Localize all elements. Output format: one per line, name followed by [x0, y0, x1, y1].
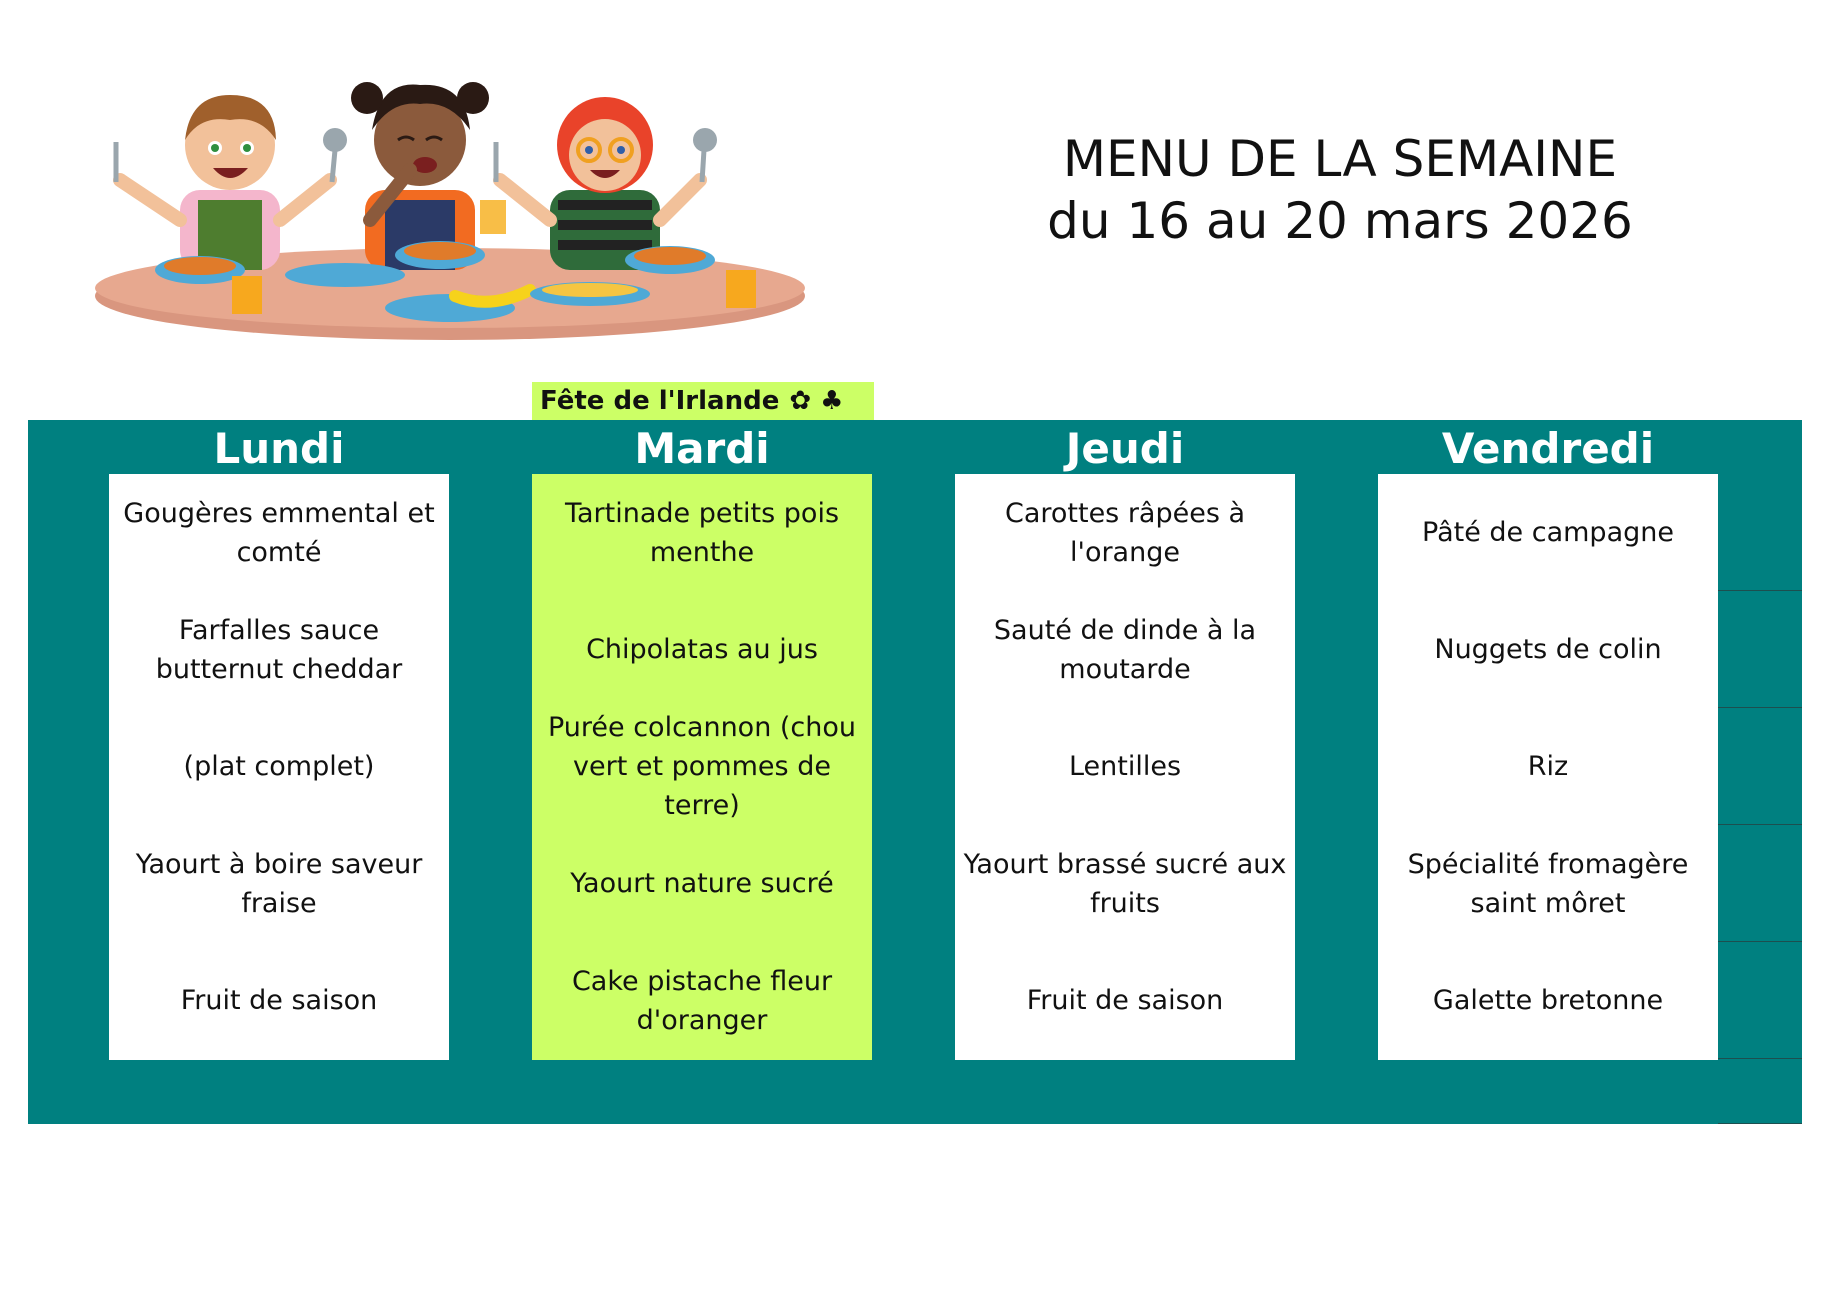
day-column-vendredi — [1378, 474, 1718, 1060]
title-line-1: MENU DE LA SEMAINE — [1062, 130, 1618, 188]
event-tag — [532, 382, 874, 420]
row-divider — [1718, 1123, 1802, 1124]
menu-item: Yaourt nature sucré — [570, 868, 834, 899]
kid-left — [116, 95, 347, 270]
menu-item: Sauté de dinde à la moutarde — [993, 614, 1257, 685]
kids-eating-illustration — [80, 70, 820, 370]
menu-item: Pâté de campagne — [1422, 517, 1674, 548]
kid-right — [496, 97, 717, 270]
menu-item: Cake pistache fleur d'oranger — [571, 965, 833, 1036]
menu-item: Fruit de saison — [180, 985, 378, 1016]
menu-item: Riz — [1527, 751, 1569, 782]
menu-item: Chipolatas au jus — [586, 634, 818, 665]
row-divider — [1718, 1058, 1802, 1059]
day-header-jeudi: Jeudi — [1065, 424, 1185, 473]
menu-item: Gougères emmental et comté — [123, 497, 435, 568]
day-column-lundi — [109, 474, 449, 1060]
day-header-lundi: Lundi — [213, 424, 345, 473]
menu-item: Purée colcannon (chou vert et pommes de terre) — [547, 712, 857, 821]
day-header-vendredi: Vendredi — [1441, 424, 1655, 473]
menu-item: Lentilles — [1068, 751, 1182, 782]
menu-item: Spécialité fromagère saint môret — [1407, 848, 1689, 919]
menu-item: Yaourt brassé sucré aux fruits — [963, 848, 1287, 919]
menu-item: Galette bretonne — [1432, 985, 1664, 1016]
menu-item: Nuggets de colin — [1434, 634, 1662, 665]
menu-item: (plat complet) — [183, 751, 375, 782]
day-column-mardi — [532, 474, 872, 1060]
row-divider — [1718, 824, 1802, 825]
row-divider — [1718, 590, 1802, 591]
page-title — [1020, 128, 1660, 252]
day-column-jeudi — [955, 474, 1295, 1060]
title-line-2: du 16 au 20 mars 2026 — [1047, 192, 1633, 250]
row-divider — [1718, 707, 1802, 708]
event-label: Fête de l'Irlande — [540, 386, 780, 416]
shamrock-icon: ✿ ♣ — [789, 386, 844, 416]
menu-item: Yaourt à boire saveur fraise — [135, 848, 423, 919]
row-divider — [1718, 941, 1802, 942]
menu-item: Carottes râpées à l'orange — [1004, 497, 1246, 568]
menu-item: Fruit de saison — [1026, 985, 1224, 1016]
day-header-mardi: Mardi — [634, 424, 770, 473]
menu-item: Tartinade petits pois menthe — [564, 497, 840, 568]
menu-item: Farfalles sauce butternut cheddar — [155, 614, 403, 685]
